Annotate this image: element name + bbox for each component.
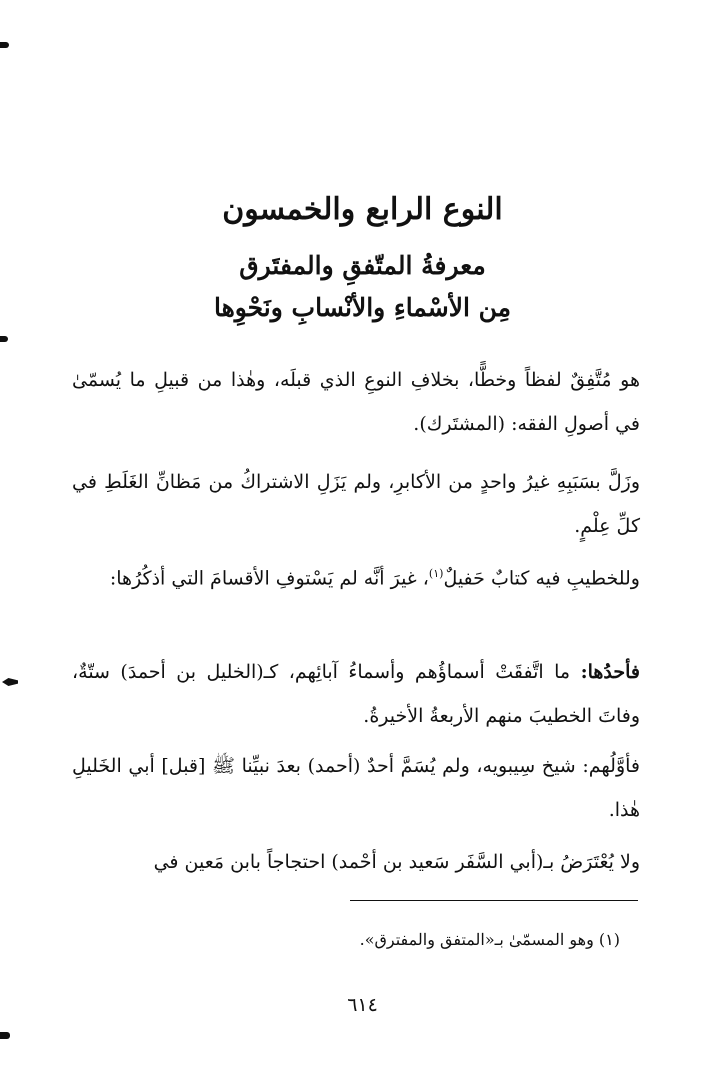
first-category-text: ما اتَّفقَتْ أسماؤُهم وأسماءُ آبائِهم، كـ(الخليل بن أحمدَ) ستّةٌ، وفاتَ الخطيبَ منهم الأربعةُ الأخيرةُ. xyxy=(72,661,640,727)
paragraph-first-category xyxy=(72,650,640,738)
margin-mark-middle xyxy=(0,336,8,342)
paragraph-khatib-book-text: وللخطيبِ فيه كتابٌ حَفيلٌ xyxy=(443,567,640,590)
margin-mark-bottom xyxy=(0,1032,10,1039)
paragraph-khatib-book-rest: ، غيرَ أنَّه لم يَسْتوفِ الأقسامَ التي أذكُرُها: xyxy=(109,567,429,590)
margin-arrow-mark xyxy=(2,678,18,686)
paragraph-definition: هو مُتَّفِقٌ لفظاً وخطًّا، بخلافِ النوعِ الذي قبلَه، وهٰذا من قبيلِ ما يُسمّىٰ في أصولِ الفقه: (المشتَرك). xyxy=(72,369,640,435)
first-category-lead: فأحدُها: xyxy=(580,661,640,683)
paragraph-first-khalil: فأوَّلُهم: شيخ سِيبويه، ولم يُسَمَّ أحدٌ (أحمد) بعدَ نبيِّنا ﷺ [قبل] أبي الخَليلِ هٰذا. xyxy=(72,755,640,821)
page-number: ٦١٤ xyxy=(347,994,378,1016)
chapter-subtitle-line-1: معرفةُ المتّفقِ والمفتَرق xyxy=(239,251,486,280)
footnote-reference: (١) xyxy=(428,567,444,580)
chapter-title: النوع الرابع والخمسون xyxy=(222,192,503,227)
footnote-separator xyxy=(350,900,638,901)
margin-mark-top xyxy=(0,42,9,48)
paragraph-khatib-book xyxy=(72,552,640,600)
footnote: (١) وهو المسمّىٰ بـ«المتفق والمفترق». xyxy=(359,930,620,949)
paragraph-errors: وزَلَّ بسَبَبِهِ غيرُ واحدٍ من الأكابرِ، ولم يَزَلِ الاشتراكُ من مَظانِّ الغَلَطِ في كلِّ عِلْمٍ. xyxy=(72,471,640,537)
chapter-subtitle-line-2: مِن الأسْماءِ والأنْسابِ ونَحْوِها xyxy=(213,293,512,322)
paragraph-objection: ولا يُعْتَرَضُ بـ(أبي السَّفَر سَعيد بن أحْمد) احتجاجاً بابن مَعين في xyxy=(153,851,640,873)
